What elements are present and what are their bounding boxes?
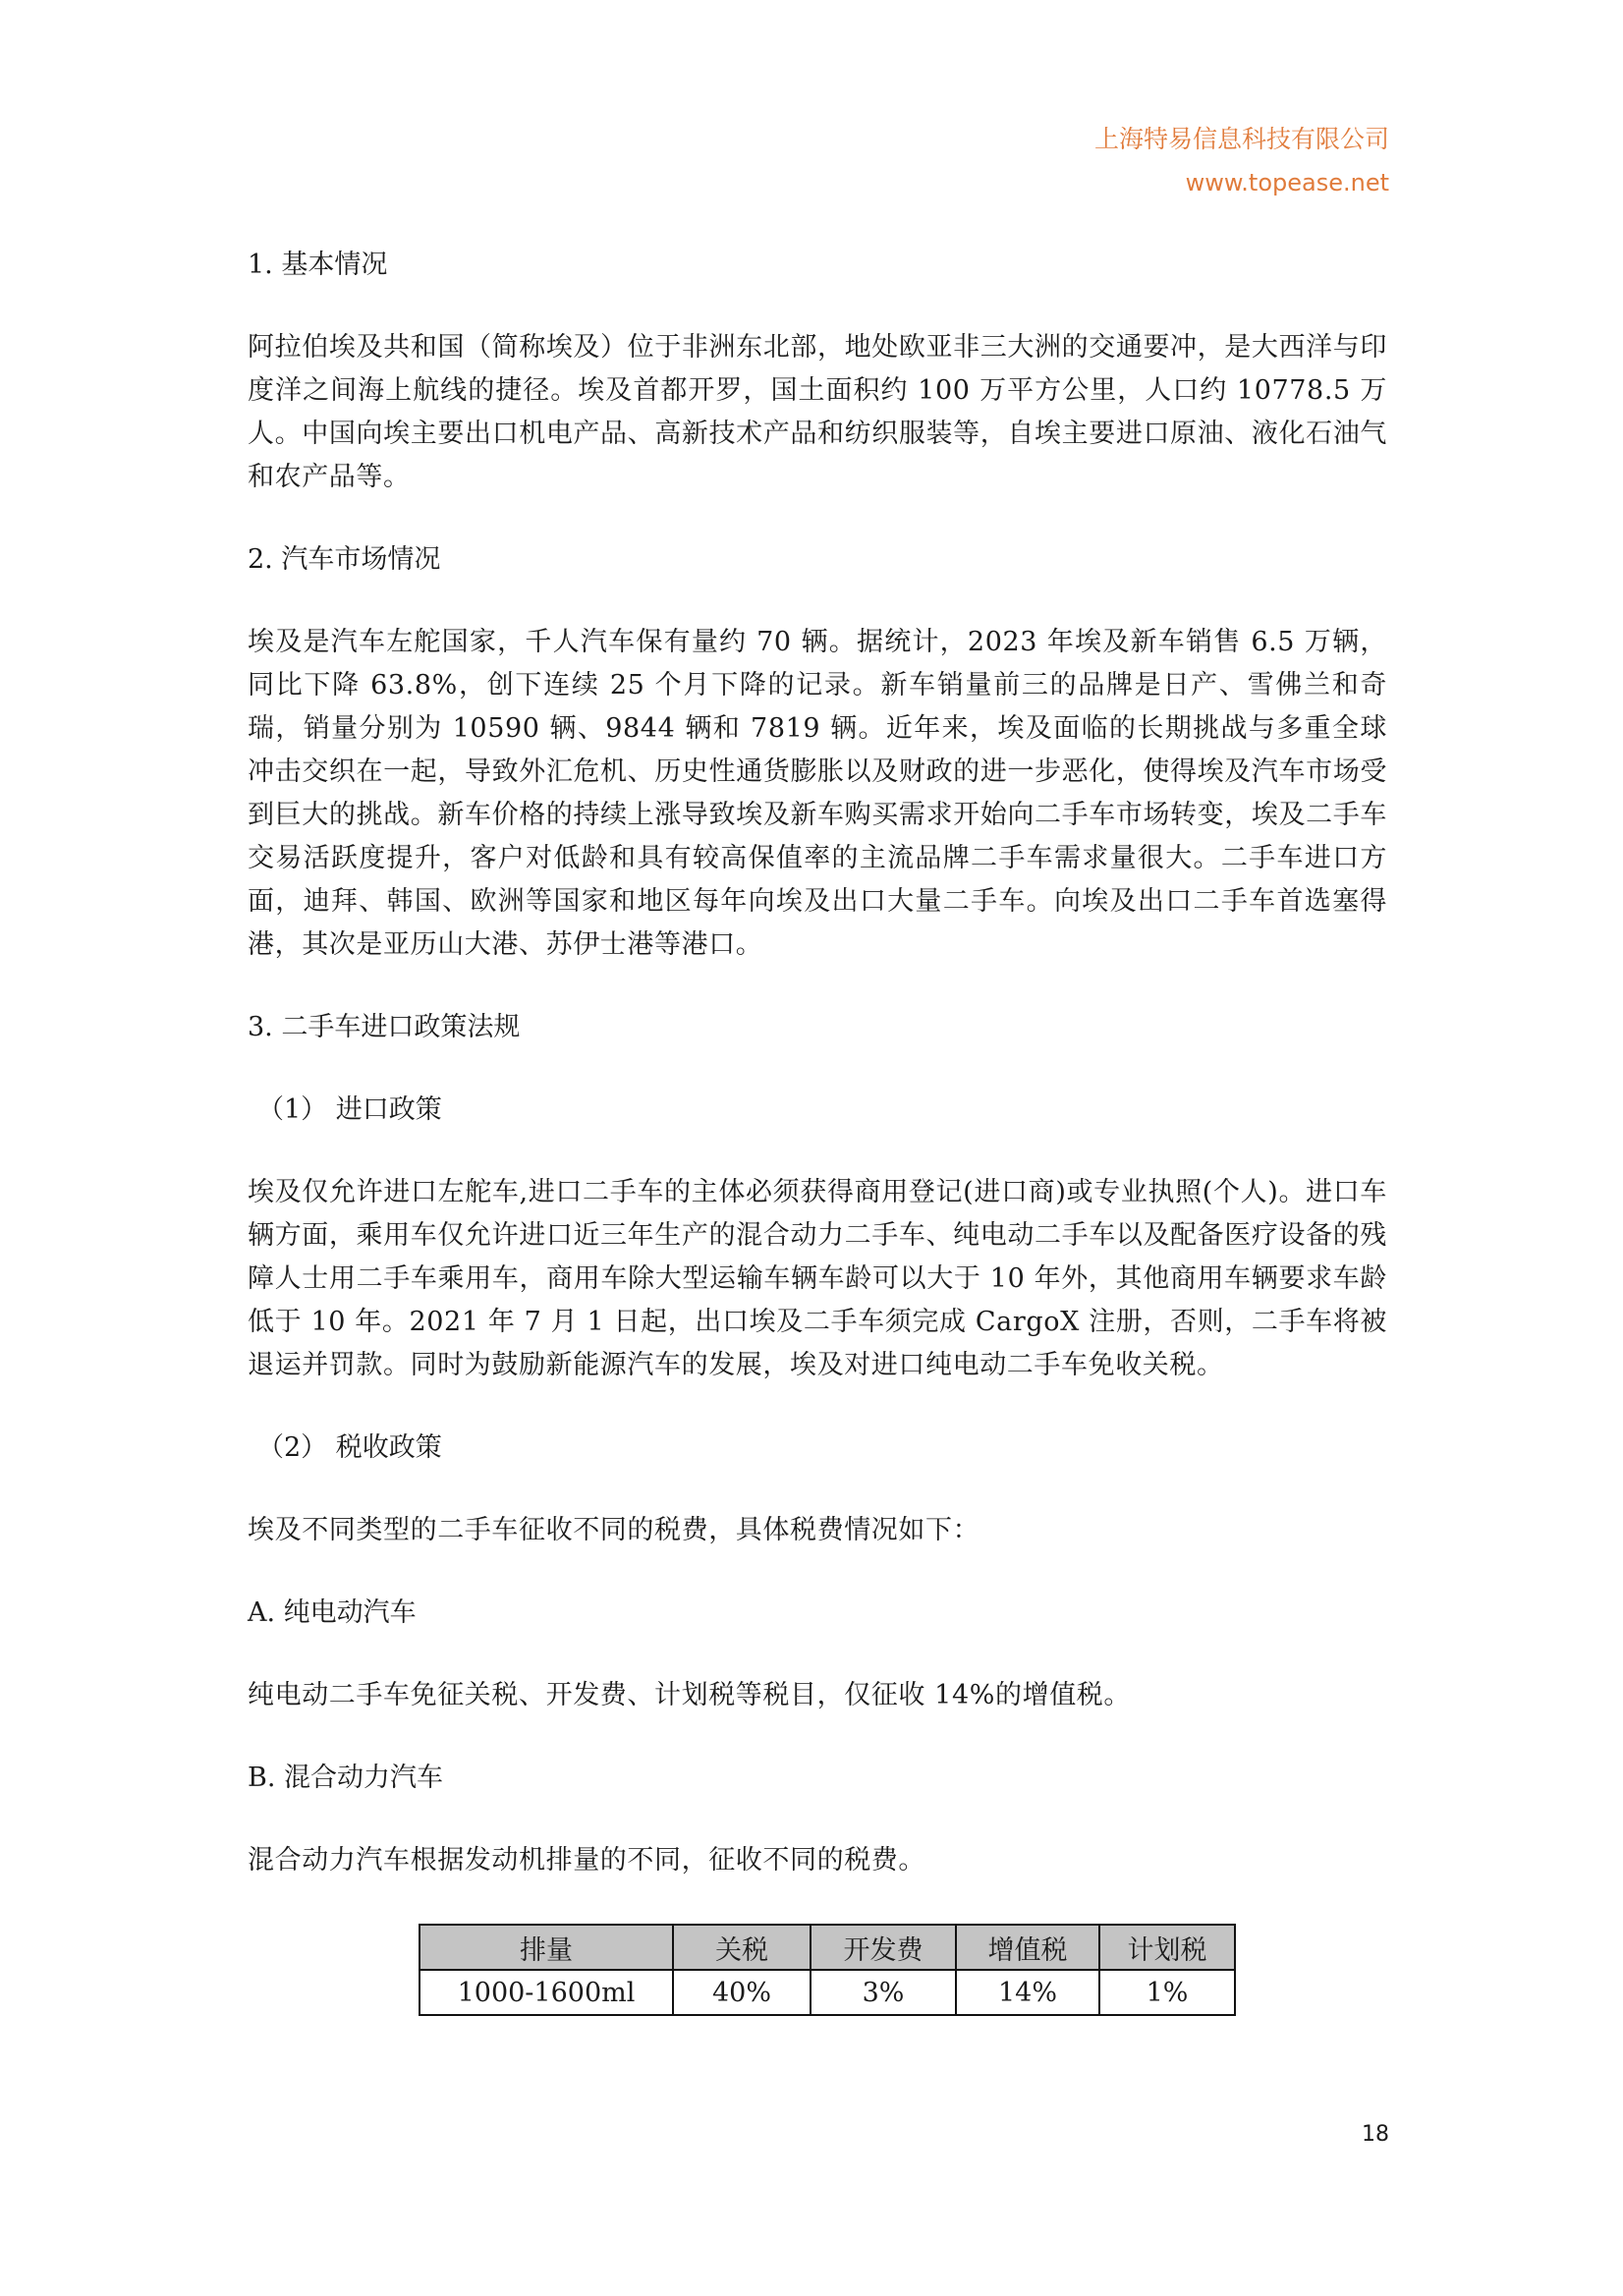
subsection-b-title: B. 混合动力汽车: [248, 1763, 444, 1793]
table-cell: 14%: [956, 1970, 1099, 2015]
table-header-cell: 排量: [420, 1925, 673, 1970]
page-number: 18: [1362, 2122, 1389, 2147]
section-1-paragraph: 阿拉伯埃及共和国（简称埃及）位于非洲东北部，地处欧亚非三大洲的交通要冲，是大西洋与印度洋之间海上航线的捷径。埃及首都开罗，国土面积约 100 万平方公里，人口约 10778.5 万人。中国向埃主要出口机电产品、高新技术产品和纺织服装等，自埃主要进口原油、液化石油气和农产品等。: [248, 332, 1387, 492]
table-header-cell: 计划税: [1099, 1925, 1235, 1970]
table-header-row: [420, 1925, 1235, 1970]
section-2-paragraph: 埃及是汽车左舵国家，千人汽车保有量约 70 辆。据统计，2023 年埃及新车销售 6.5 万辆，同比下降 63.8%，创下连续 25 个月下降的记录。新车销量前三的品牌是日产、雪佛兰和奇瑞，销量分别为 10590 辆、9844 辆和 7819 辆。近年来，埃及面临的长期挑战与多重全球冲击交织在一起，导致外汇危机、历史性通货膨胀以及财政的进一步恶化，使得埃及汽车市场受到巨大的挑战。新车价格的持续上涨导致埃及新车购买需求开始向二手车市场转变，埃及二手车交易活跃度提升，客户对低龄和具有较高保值率的主流品牌二手车需求量很大。二手车进口方面，迪拜、韩国、欧洲等国家和地区每年向埃及出口大量二手车。向埃及出口二手车首选塞得港，其次是亚历山大港、苏伊士港等港口。: [248, 627, 1387, 960]
section-3-title: 3. 二手车进口政策法规: [248, 1012, 521, 1042]
section-3-2-title: （2） 税收政策: [257, 1432, 442, 1463]
subsection-a-paragraph: 纯电动二手车免征关税、开发费、计划税等税目，仅征收 14%的增值税。: [248, 1680, 1131, 1710]
table-header-cell: 关税: [673, 1925, 811, 1970]
subsection-a-title: A. 纯电动汽车: [248, 1597, 417, 1628]
table-cell: 40%: [673, 1970, 811, 2015]
section-3-2-paragraph: 埃及不同类型的二手车征收不同的税费，具体税费情况如下：: [248, 1515, 980, 1545]
table-row: [420, 1970, 1235, 2015]
section-1-title: 1. 基本情况: [248, 250, 388, 280]
table-header-cell: 增值税: [956, 1925, 1099, 1970]
table-cell: 1000-1600ml: [420, 1970, 673, 2015]
table-cell: 3%: [811, 1970, 956, 2015]
section-3-1-title: （1） 进口政策: [257, 1094, 442, 1125]
table-cell: 1%: [1099, 1970, 1235, 2015]
company-name: 上海特易信息科技有限公司: [1093, 125, 1389, 153]
company-website: www.topease.net: [1185, 169, 1389, 196]
document-body: [248, 244, 1387, 2016]
hybrid-tax-table: [419, 1924, 1236, 2016]
section-2-title: 2. 汽车市场情况: [248, 544, 441, 575]
section-3-1-paragraph: 埃及仅允许进口左舵车,进口二手车的主体必须获得商用登记(进口商)或专业执照(个人)。进口车辆方面，乘用车仅允许进口近三年生产的混合动力二手车、纯电动二手车以及配备医疗设备的残障人士用二手车乘用车，商用车除大型运输车辆车龄可以大于 10 年外，其他商用车辆要求车龄低于 10 年。2021 年 7 月 1 日起，出口埃及二手车须完成 CargoX 注册，否则，二手车将被退运并罚款。同时为鼓励新能源汽车的发展，埃及对进口纯电动二手车免收关税。: [248, 1177, 1387, 1380]
table-header-cell: 开发费: [811, 1925, 956, 1970]
subsection-b-paragraph: 混合动力汽车根据发动机排量的不同，征收不同的税费。: [248, 1845, 925, 1876]
page-header: [1094, 118, 1389, 204]
